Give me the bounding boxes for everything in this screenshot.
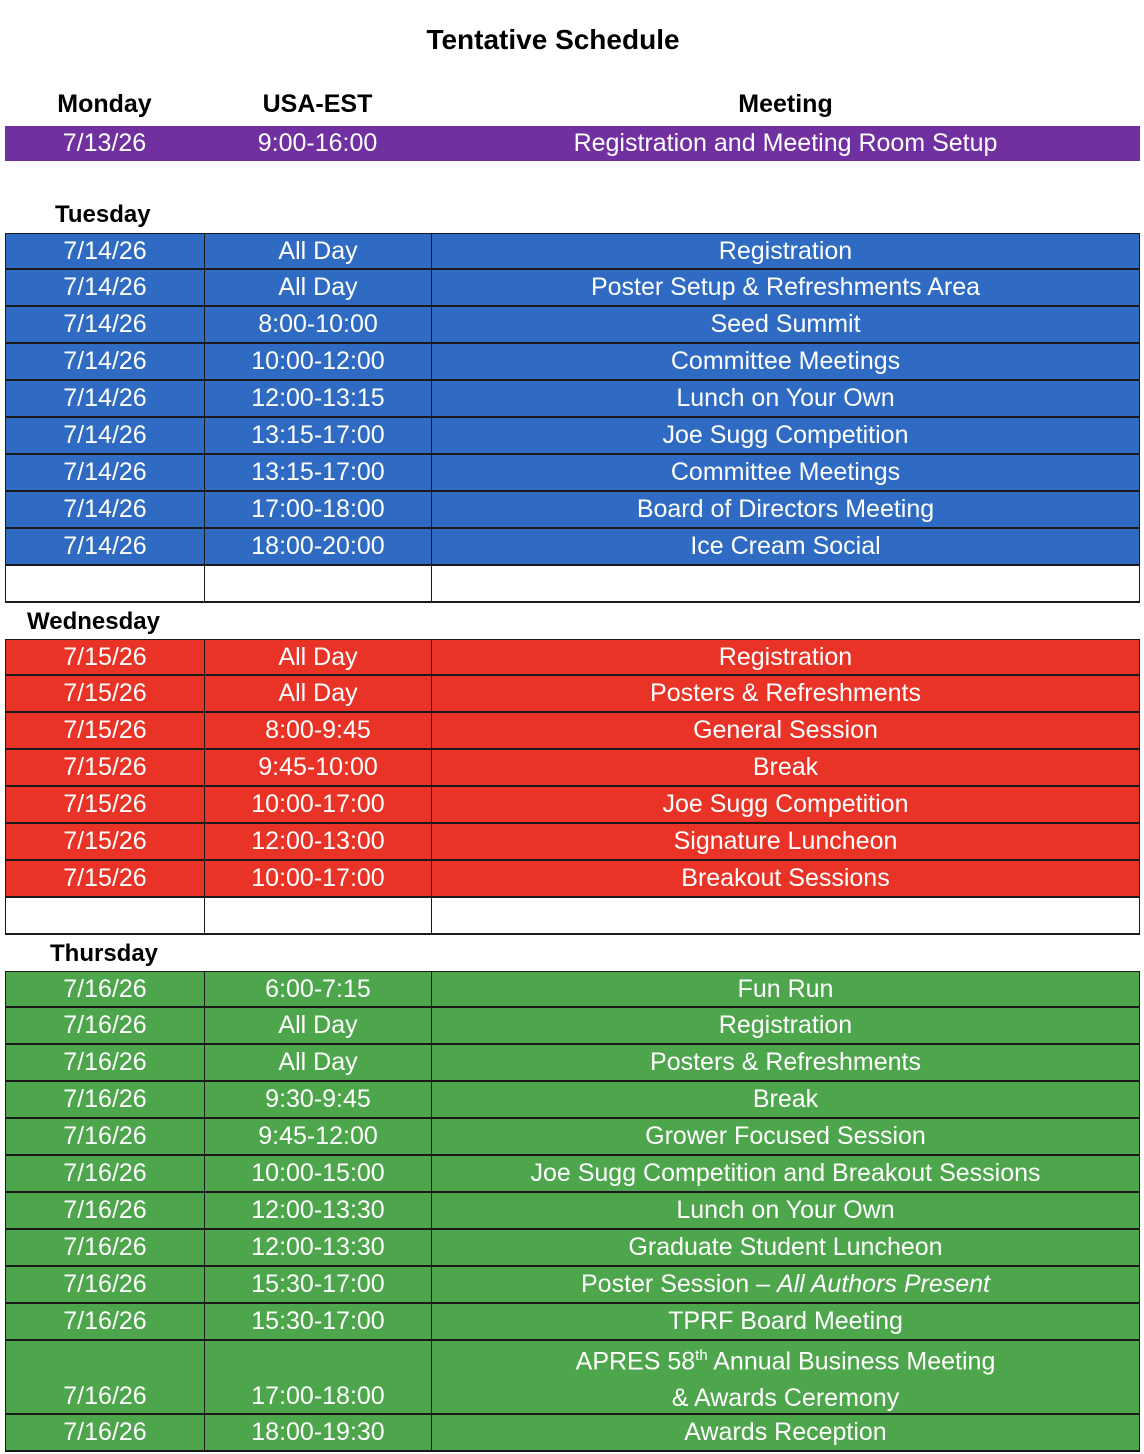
meeting-text: Board of Directors Meeting [636,495,935,523]
meeting-text: TPRF Board Meeting [668,1307,903,1335]
time-cell: 12:00-13:30 [205,1230,432,1266]
date-cell: 7/15/26 [6,787,205,823]
time-cell: 6:00-7:15 [205,972,432,1007]
meeting-cell [432,492,1139,528]
meeting-text: Graduate Student Luncheon [628,1233,943,1261]
date-cell: 7/16/26 [6,1341,205,1414]
meeting-text: Breakout Sessions [681,864,890,892]
empty-cell [432,898,1139,934]
date-cell: 7/16/26 [6,1304,205,1340]
date-cell: 7/14/26 [6,307,205,343]
schedule-row-apres [5,1341,1140,1415]
schedule-row [5,861,1140,898]
date-cell: 7/14/26 [6,529,205,565]
meeting-cell [432,270,1139,306]
schedule-row [5,1008,1140,1045]
time-cell: 9:45-10:00 [205,750,432,786]
schedule-row [5,418,1140,455]
meeting-cell [432,1045,1139,1081]
meeting-cell [432,529,1139,565]
time-cell: 8:00-10:00 [205,307,432,343]
empty-cell [205,898,432,934]
time-cell: All Day [205,676,432,712]
time-cell: 13:15-17:00 [205,418,432,454]
empty-cell [205,566,432,602]
date-cell: 7/16/26 [6,1156,205,1192]
time-cell: All Day [205,640,432,675]
schedule-row [5,1119,1140,1156]
schedule-row [5,233,1140,270]
meeting-cell [432,972,1139,1007]
meeting-line-1: APRES 58th Annual Business Meeting [575,1347,996,1376]
meeting-text: Break [752,1085,819,1113]
time-cell: 12:00-13:15 [205,381,432,417]
empty-cell [432,566,1139,602]
meeting-cell [432,1193,1139,1229]
meeting-cell [432,1156,1139,1192]
schedule-row [5,529,1140,566]
schedule-row [5,787,1140,824]
date-cell: 7/15/26 [6,640,205,675]
meeting-cell [432,234,1139,269]
schedule-row [5,676,1140,713]
schedule-row [5,824,1140,861]
date-cell: 7/15/26 [6,676,205,712]
meeting-text: Registration [718,642,853,671]
date-cell: 7/14/26 [6,455,205,491]
time-cell: 15:30-17:00 [205,1304,432,1340]
monday-row [5,126,1140,161]
meeting-cell [432,640,1139,675]
meeting-text: Posters & Refreshments [650,1048,921,1076]
time-cell: 12:00-13:30 [205,1193,432,1229]
date-cell: 7/16/26 [6,1045,205,1081]
schedule-row [5,1193,1140,1230]
meeting-cell [432,455,1139,491]
date-cell: 7/16/26 [6,1415,205,1451]
date-cell: 7/16/26 [6,1008,205,1044]
meeting-text: Poster Session – [581,1270,777,1298]
schedule-row [5,381,1140,418]
date-cell: 7/14/26 [6,492,205,528]
date-cell: 7/14/26 [6,381,205,417]
schedule-row [5,1304,1140,1341]
time-cell: 8:00-9:45 [205,713,432,749]
meeting-text: Committee Meetings [670,458,901,486]
time-cell: 18:00-19:30 [205,1415,432,1451]
column-header-day: Monday [57,90,152,118]
time-cell: 15:30-17:00 [205,1267,432,1303]
date-cell: 7/14/26 [6,344,205,380]
time-cell: 18:00-20:00 [205,529,432,565]
meeting-cell [432,787,1139,823]
meeting-text: Joe Sugg Competition and Breakout Sessions [530,1159,1041,1187]
meeting-cell [432,418,1139,454]
day-label-tuesday: Tuesday [55,201,151,228]
meeting-line-2: & Awards Ceremony [671,1383,900,1412]
meeting-text: Registration [718,1011,853,1039]
schedule-row [5,1045,1140,1082]
time-cell: 9:00-16:00 [257,129,378,157]
time-cell: 12:00-13:00 [205,824,432,860]
column-header-time: USA-EST [262,90,373,118]
schedule-row [5,455,1140,492]
schedule-row [5,1230,1140,1267]
meeting-cell: Awards Reception [432,1415,1139,1451]
meeting-text: Seed Summit [710,310,861,338]
time-cell: 9:30-9:45 [205,1082,432,1118]
time-cell: 10:00-17:00 [205,861,432,897]
column-header-meeting: Meeting [738,90,833,118]
time-cell: 13:15-17:00 [205,455,432,491]
meeting-text: Signature Luncheon [673,827,898,855]
meeting-text-italic: All Authors Present [776,1270,990,1298]
meeting-cell [432,1119,1139,1155]
time-cell: All Day [205,1045,432,1081]
time-cell: 10:00-15:00 [205,1156,432,1192]
date-cell: 7/15/26 [6,824,205,860]
empty-row [5,898,1140,935]
date-cell: 7/13/26 [62,129,147,157]
meeting-text: Ice Cream Social [690,532,881,560]
meeting-text: Posters & Refreshments [650,679,921,707]
time-cell: All Day [205,270,432,306]
meeting-cell [432,824,1139,860]
meeting-cell [432,750,1139,786]
meeting-cell [432,344,1139,380]
meeting-cell [432,1304,1139,1340]
meeting-cell [432,307,1139,343]
meeting-text: Break [752,753,819,781]
meeting-cell [432,713,1139,749]
day-label-thursday: Thursday [50,940,159,967]
time-cell: 10:00-12:00 [205,344,432,380]
schedule-row [5,750,1140,787]
date-cell: 7/16/26 [6,1193,205,1229]
schedule-row [5,270,1140,307]
meeting-cell [432,1008,1139,1044]
schedule-row [5,639,1140,676]
day-label-wednesday: Wednesday [27,608,160,635]
meeting-text: Committee Meetings [670,347,901,375]
page-title: Tentative Schedule [426,24,680,55]
time-cell: 9:45-12:00 [205,1119,432,1155]
meeting-cell [432,1082,1139,1118]
date-cell: 7/14/26 [6,270,205,306]
schedule-row [5,971,1140,1008]
date-cell: 7/16/26 [6,1230,205,1266]
meeting-text: Joe Sugg Competition [662,421,909,449]
time-cell: All Day [205,234,432,269]
meeting-cell: Registration and Meeting Room Setup [573,129,998,157]
meeting-cell [432,1230,1139,1266]
schedule-row [5,492,1140,529]
meeting-text: Registration [718,236,853,265]
time-cell: 17:00-18:00 [205,492,432,528]
date-cell: 7/16/26 [6,972,205,1007]
meeting-cell [432,861,1139,897]
date-cell: 7/14/26 [6,234,205,269]
time-cell: 17:00-18:00 [205,1341,432,1414]
meeting-text: Lunch on Your Own [676,384,895,412]
meeting-text: Joe Sugg Competition [662,790,909,818]
schedule-row-last [5,1415,1140,1452]
meeting-text: Grower Focused Session [645,1122,926,1150]
date-cell: 7/16/26 [6,1119,205,1155]
time-cell: 10:00-17:00 [205,787,432,823]
meeting-text: Fun Run [737,974,834,1003]
meeting-text: Poster Setup & Refreshments Area [590,273,981,301]
date-cell: 7/16/26 [6,1267,205,1303]
schedule-row [5,713,1140,750]
meeting-text: Lunch on Your Own [676,1196,895,1224]
schedule-row [5,307,1140,344]
time-cell: All Day [205,1008,432,1044]
date-cell: 7/15/26 [6,713,205,749]
meeting-cell [432,1267,1139,1303]
schedule-row [5,344,1140,381]
date-cell: 7/14/26 [6,418,205,454]
empty-cell [6,898,205,934]
schedule-row [5,1267,1140,1304]
date-cell: 7/15/26 [6,861,205,897]
meeting-cell [432,381,1139,417]
schedule-row [5,1156,1140,1193]
meeting-cell [432,1341,1139,1414]
date-cell: 7/15/26 [6,750,205,786]
empty-cell [6,566,205,602]
empty-row [5,566,1140,603]
schedule-row [5,1082,1140,1119]
meeting-text: General Session [693,716,878,744]
date-cell: 7/16/26 [6,1082,205,1118]
meeting-cell [432,676,1139,712]
